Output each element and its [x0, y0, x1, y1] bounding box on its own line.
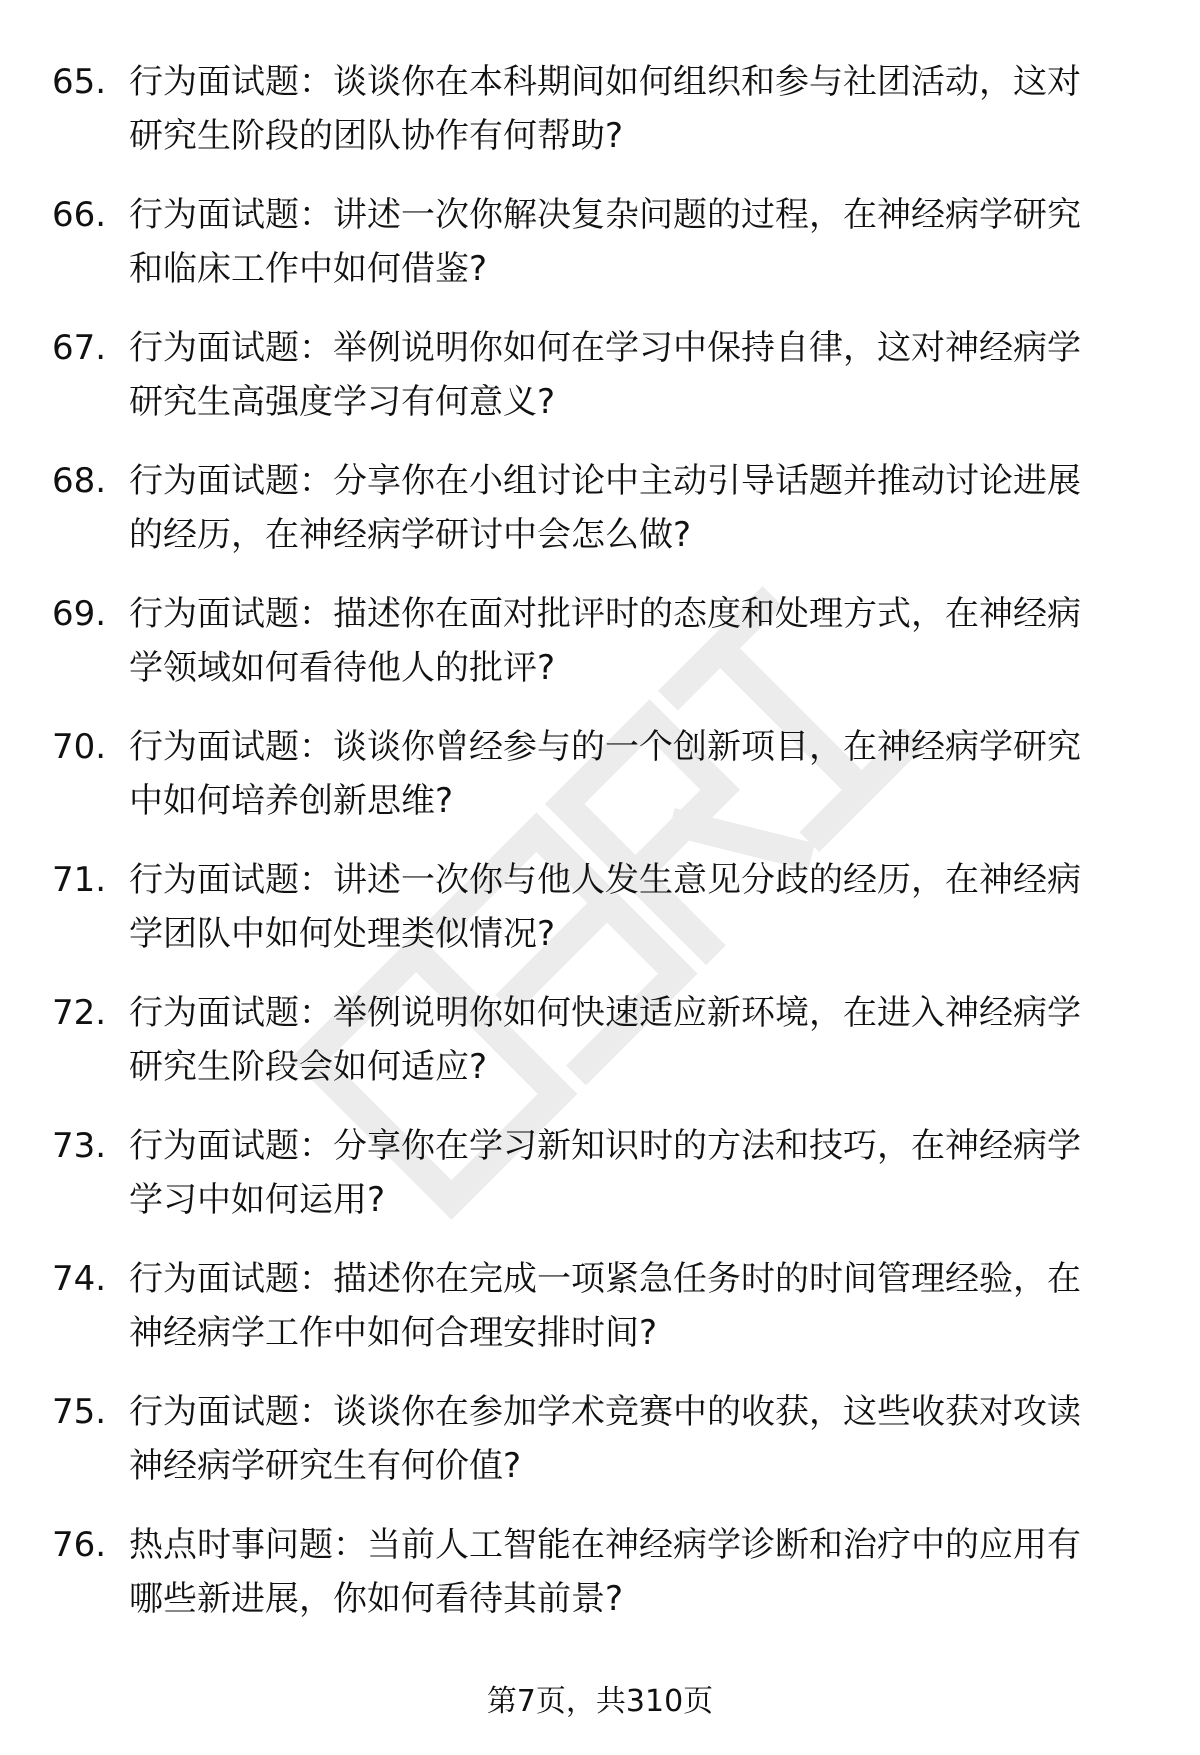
question-item	[0, 454, 1200, 587]
page-number-footer: 第7页，共310页	[486, 1684, 714, 1719]
question-number: 71.	[52, 860, 107, 900]
question-item	[0, 1385, 1200, 1518]
question-item	[0, 1119, 1200, 1252]
question-text: 行为面试题：举例说明你如何在学习中保持自律，这对神经病学 研究生高强度学习有何意义?	[129, 328, 1081, 422]
question-item	[0, 853, 1200, 986]
question-number: 65.	[52, 62, 107, 102]
question-number: 69.	[52, 594, 107, 634]
question-text: 热点时事问题：当前人工智能在神经病学诊断和治疗中的应用有 哪些新进展，你如何看待其前景?	[129, 1525, 1081, 1619]
question-text: 行为面试题：描述你在完成一项紧急任务时的时间管理经验，在 神经病学工作中如何合理安排时间?	[129, 1259, 1081, 1353]
question-item	[0, 720, 1200, 853]
question-text: 行为面试题：举例说明你如何快速适应新环境，在进入神经病学 研究生阶段会如何适应?	[129, 993, 1081, 1087]
question-number: 73.	[52, 1126, 107, 1166]
question-item	[0, 986, 1200, 1119]
question-item	[0, 1252, 1200, 1385]
question-text: 行为面试题：讲述一次你与他人发生意见分歧的经历，在神经病 学团队中如何处理类似情况?	[129, 860, 1081, 954]
question-item	[0, 321, 1200, 454]
question-item	[0, 55, 1200, 188]
question-text: 行为面试题：谈谈你曾经参与的一个创新项目，在神经病学研究 中如何培养创新思维?	[129, 727, 1081, 821]
question-text: 行为面试题：分享你在学习新知识时的方法和技巧，在神经病学 学习中如何运用?	[129, 1126, 1081, 1220]
question-item	[0, 587, 1200, 720]
question-number: 67.	[52, 328, 107, 368]
question-number: 66.	[52, 195, 107, 235]
question-text: 行为面试题：谈谈你在本科期间如何组织和参与社团活动，这对 研究生阶段的团队协作有何帮助?	[129, 62, 1081, 156]
question-number: 68.	[52, 461, 107, 501]
question-number: 74.	[52, 1259, 107, 1299]
question-item	[0, 188, 1200, 321]
question-text: 行为面试题：谈谈你在参加学术竞赛中的收获，这些收获对攻读 神经病学研究生有何价值?	[129, 1392, 1081, 1486]
question-number: 72.	[52, 993, 107, 1033]
question-text: 行为面试题：分享你在小组讨论中主动引导话题并推动讨论进展 的经历，在神经病学研讨中会怎么做?	[129, 461, 1081, 555]
question-number: 70.	[52, 727, 107, 767]
question-number: 76.	[52, 1525, 107, 1565]
question-text: 行为面试题：描述你在面对批评时的态度和处理方式，在神经病 学领域如何看待他人的批评?	[129, 594, 1081, 688]
question-number: 75.	[52, 1392, 107, 1432]
question-text: 行为面试题：讲述一次你解决复杂问题的过程，在神经病学研究 和临床工作中如何借鉴?	[129, 195, 1081, 289]
question-item	[0, 1518, 1200, 1651]
question-list	[0, 55, 1200, 1651]
